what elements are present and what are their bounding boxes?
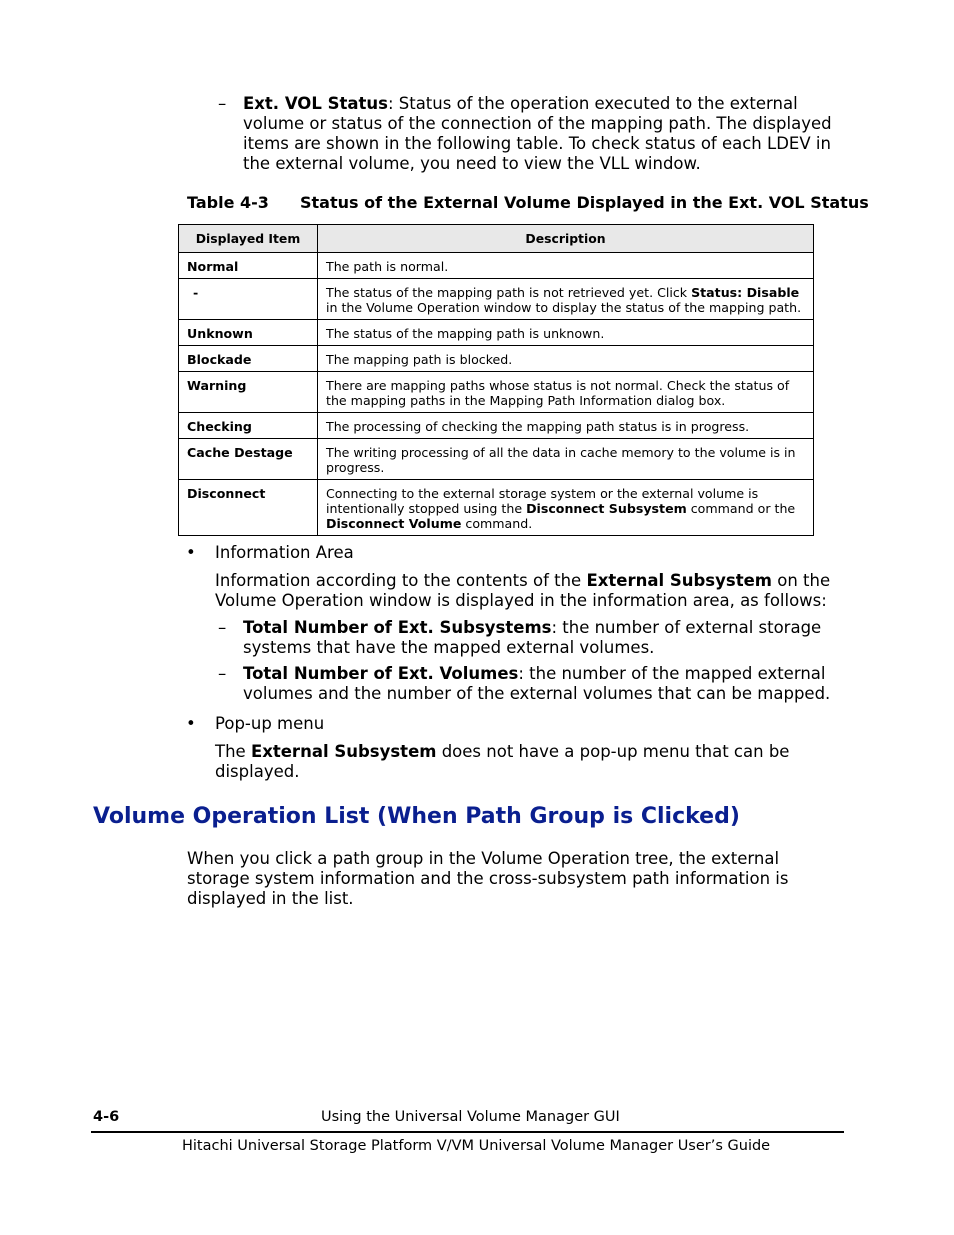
row-item: Normal [179,253,318,279]
bullet-marker: • [186,714,196,733]
section-heading: Volume Operation List (When Path Group is Clicked) [93,804,740,829]
popup-paragraph: The External Subsystem does not have a pop-up menu that can be displayed. [215,742,790,781]
row-description: The status of the mapping path is unknown. [318,320,814,346]
info-item-subsystems: Total Number of Ext. Subsystems: the number of external storage systems that have the mapped external volumes. [243,618,822,657]
row-description: The processing of checking the mapping path status is in progress. [318,413,814,439]
status-table [178,224,814,536]
row-item: Disconnect [179,480,318,536]
ext-vol-status-paragraph [243,94,843,174]
table-header-row [179,225,814,253]
table-caption [187,193,869,212]
table-row [179,372,814,413]
footer-chapter-title: Using the Universal Volume Manager GUI [321,1109,620,1125]
table-row [179,346,814,372]
column-header-item: Displayed Item [179,225,318,253]
table-caption-title: Status of the External Volume Displayed in the Ext. VOL Status [300,193,869,212]
table-row [179,439,814,480]
table-row [179,253,814,279]
dash-marker: – [218,94,227,113]
table-row [179,279,814,320]
row-description: The status of the mapping path is not retrieved yet. Click Status: Disable in the Volume Operation window to display the status of the mapping path. [318,279,814,320]
row-description: The writing processing of all the data in cache memory to the volume is in progress. [318,439,814,480]
row-item: Blockade [179,346,318,372]
info-area-paragraph: Information according to the contents of the External Subsystem on the Volume Operation window is displayed in the information area, as follows: [215,571,831,610]
row-description: Connecting to the external storage system or the external volume is intentionally stopped using the Disconnect Subsystem command or the Disconnect Volume command. [318,480,814,536]
popup-label: Pop-up menu [215,714,325,733]
table-row [179,320,814,346]
column-header-description: Description [318,225,814,253]
dash-marker: – [218,664,227,683]
row-item: Cache Destage [179,439,318,480]
row-description: There are mapping paths whose status is not normal. Check the status of the mapping paths in the Mapping Path Information dialog box. [318,372,814,413]
table-caption-number: Table 4-3 [187,193,269,212]
footer-guide-title: Hitachi Universal Storage Platform V/VM Universal Volume Manager User’s Guide [182,1138,771,1154]
row-item: Warning [179,372,318,413]
row-item: Unknown [179,320,318,346]
table-row [179,413,814,439]
ext-vol-status-desc: : Status of the operation executed to the external volume or status of the connection of the mapping path. The displayed items are shown in the following table. To check status of each LDEV in the external volume, you need to view the VLL window. [243,94,832,173]
row-item: - [179,279,318,320]
dash-marker: – [218,618,227,637]
table-row [179,480,814,536]
footer-divider [91,1131,844,1133]
row-description: The mapping path is blocked. [318,346,814,372]
section-paragraph: When you click a path group in the Volume Operation tree, the external storage system information and the cross-subsystem path information is displayed in the list. [187,849,789,908]
footer-page-number: 4-6 [93,1109,120,1125]
row-item: Checking [179,413,318,439]
bullet-marker: • [186,543,196,562]
info-item-volumes: Total Number of Ext. Volumes: the number of the mapped external volumes and the number of the external volumes that can be mapped. [243,664,831,703]
row-description: The path is normal. [318,253,814,279]
info-area-label: Information Area [215,543,354,562]
ext-vol-status-term: Ext. VOL Status [243,94,388,113]
